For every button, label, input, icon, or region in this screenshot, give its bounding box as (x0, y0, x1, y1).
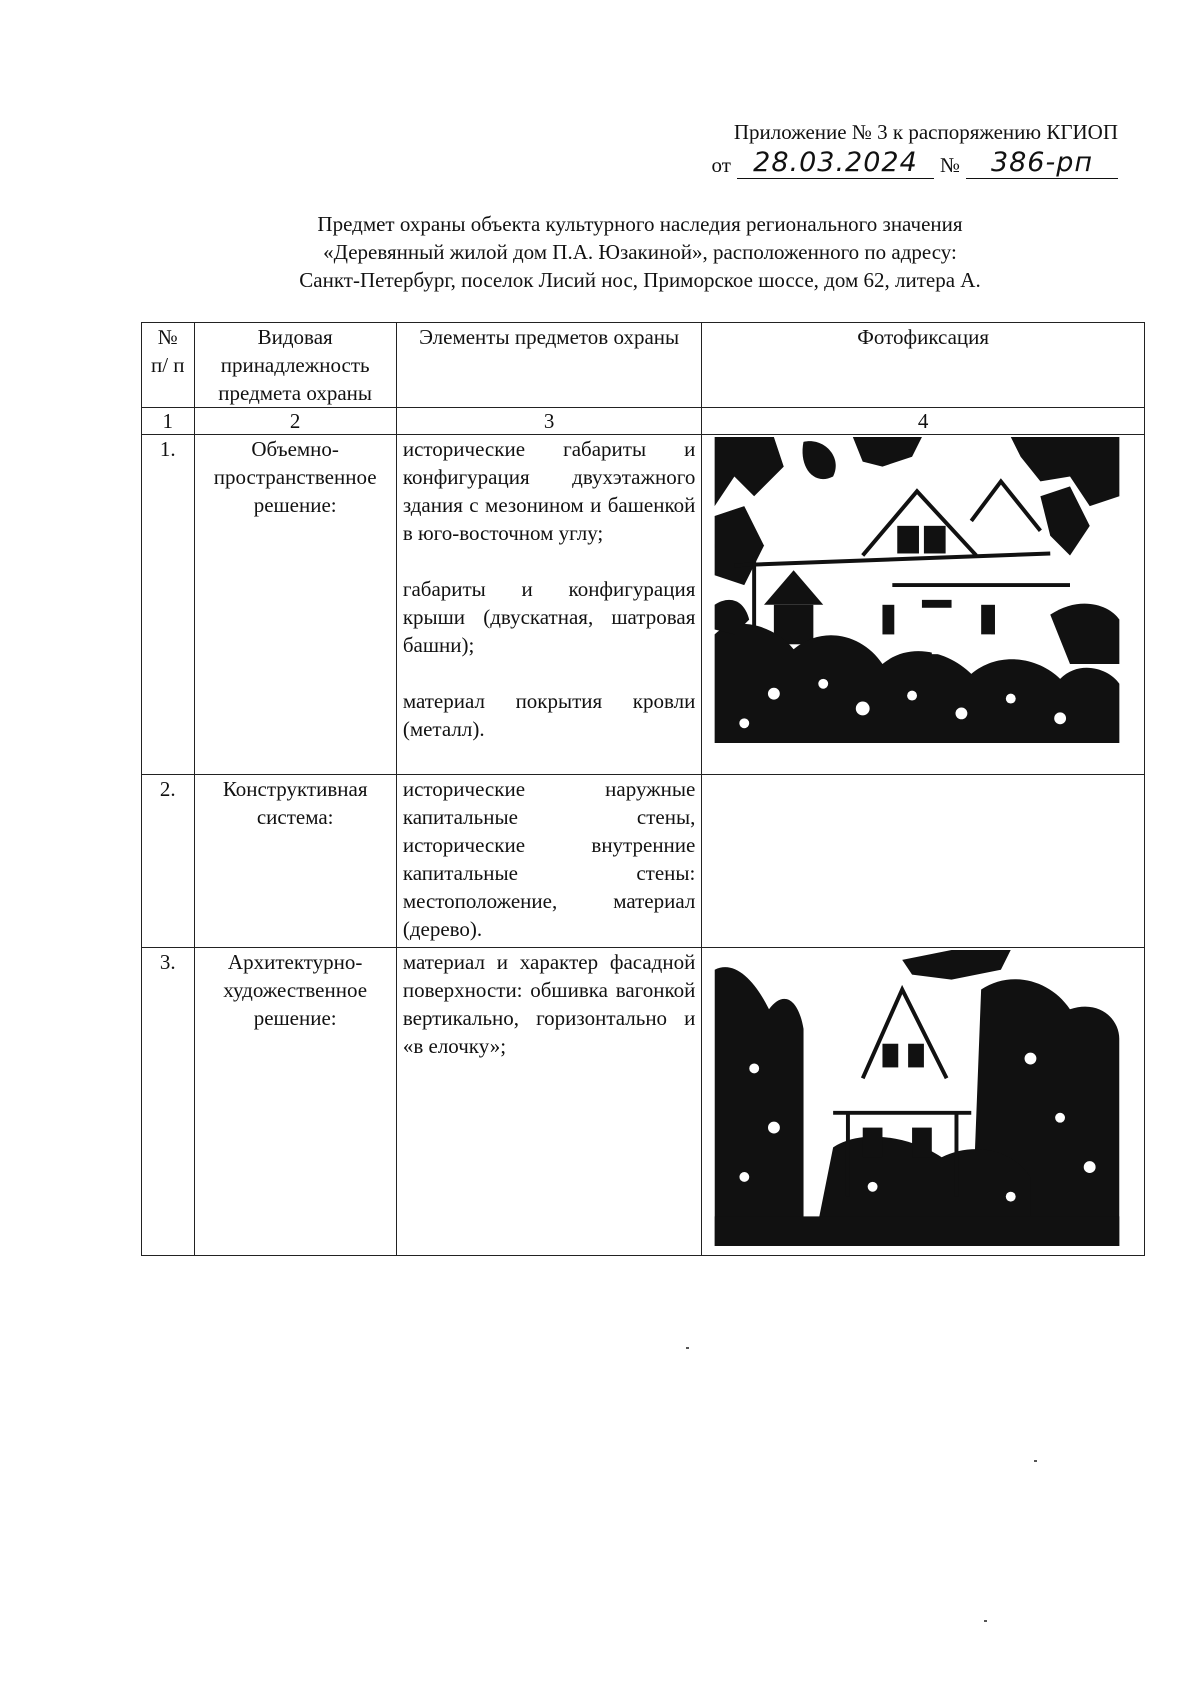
appendix-line: Приложение № 3 к распоряжению КГИОП (733, 120, 1118, 144)
protection-subject-table (141, 322, 1145, 1256)
table-row (142, 775, 1145, 948)
order-reference (712, 148, 1118, 179)
header-type: Видовая принадлежность предмета охраны (194, 323, 396, 408)
table-row (142, 435, 1145, 775)
column-number: 2 (194, 408, 396, 435)
table-header-row (142, 323, 1145, 408)
appendix-header (712, 118, 1118, 179)
order-date: 28.03.2024 (737, 148, 934, 179)
number-label: № (939, 153, 960, 177)
row-elements (396, 775, 702, 948)
from-label: от (711, 153, 731, 177)
column-number: 3 (396, 408, 702, 435)
scan-speck (984, 1620, 987, 1622)
column-number: 4 (702, 408, 1145, 435)
element-text: материал и характер фасадной поверхности: обшивка вагонкой вертикально, горизонтально и «в елочку»; (402, 950, 696, 1058)
row-photo-cell (702, 435, 1145, 775)
element-text: габариты и конфигурация крыши (двускатная, шатровая башни); (402, 577, 696, 657)
element-text: материал покрытия кровли (металл). (402, 689, 696, 741)
row-photo-cell (702, 948, 1145, 1256)
title-line-2: «Деревянный жилой дом П.А. Юзакиной», расположенного по адресу: (323, 240, 957, 264)
row-number: 3. (142, 948, 195, 1256)
row-elements (396, 435, 702, 775)
document-title (120, 210, 1160, 294)
scan-speck (686, 1347, 689, 1349)
row-photo-cell-empty (702, 775, 1145, 948)
header-number: № п/ п (142, 323, 195, 408)
header-elements: Элементы предметов охраны (396, 323, 702, 408)
row-number: 2. (142, 775, 195, 948)
order-number: 386-рп (966, 148, 1118, 179)
element-text: исторические габариты и конфигурация двухэтажного здания с мезонином и башенкой в юго-восточном углу; (402, 437, 696, 545)
house-photo (712, 437, 1122, 743)
row-number: 1. (142, 435, 195, 775)
row-type: Объемно-пространственное решение: (194, 435, 396, 775)
element-text: исторические наружные капитальные стены, исторические внутренние капитальные стены: местоположение, материал (дерево). (402, 777, 696, 941)
house-photo (712, 950, 1122, 1246)
row-elements (396, 948, 702, 1256)
table-row (142, 948, 1145, 1256)
header-photo: Фотофиксация (702, 323, 1145, 408)
column-number-row (142, 408, 1145, 435)
title-line-3: Санкт-Петербург, поселок Лисий нос, Приморское шоссе, дом 62, литера А. (299, 268, 981, 292)
column-number: 1 (142, 408, 195, 435)
title-line-1: Предмет охраны объекта культурного наследия регионального значения (317, 212, 963, 236)
scan-speck (1034, 1460, 1037, 1462)
row-type: Конструктивная система: (194, 775, 396, 948)
row-type: Архитектурно-художественное решение: (194, 948, 396, 1256)
